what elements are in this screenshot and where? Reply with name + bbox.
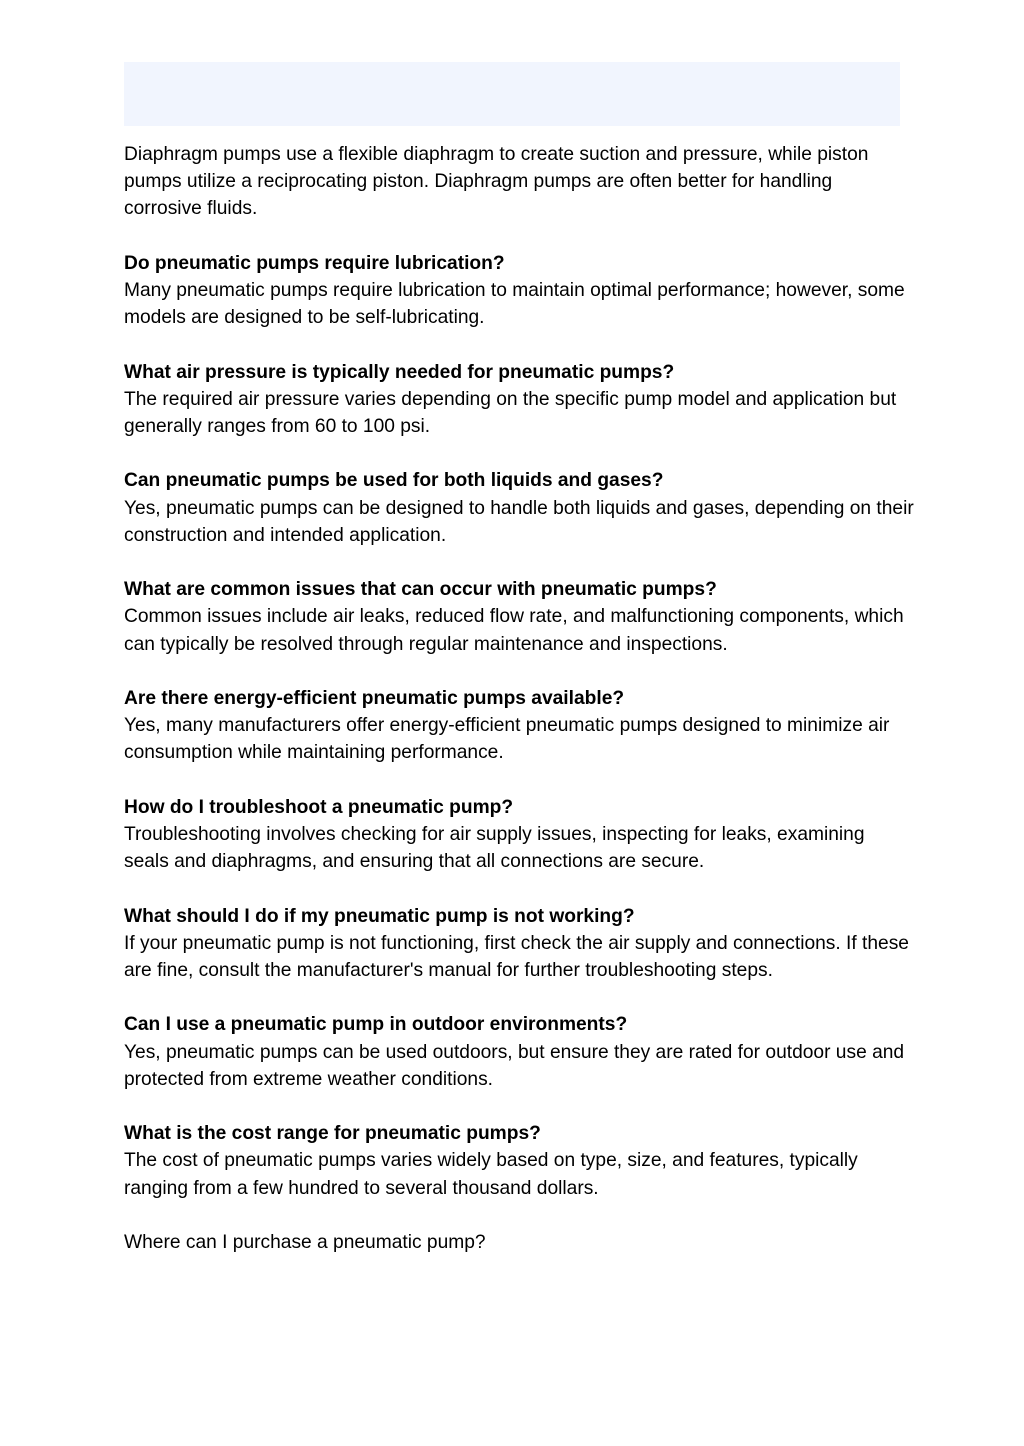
faq-question: Are there energy-efficient pneumatic pumps available? bbox=[124, 687, 625, 709]
faq-item bbox=[124, 250, 914, 332]
faq-item bbox=[124, 903, 914, 985]
faq-item bbox=[124, 1011, 914, 1093]
faq-answer: The cost of pneumatic pumps varies widely based on type, size, and features, typically ranging from a few hundred to several thousand dollars. bbox=[124, 1150, 858, 1199]
intro-paragraph bbox=[124, 141, 914, 223]
faq-item bbox=[124, 359, 914, 441]
header-band bbox=[124, 62, 900, 126]
faq-answer: The required air pressure varies depending on the specific pump model and application but generally ranges from 60 to 100 psi. bbox=[124, 388, 897, 437]
faq-item bbox=[124, 1120, 914, 1202]
faq-answer: Yes, pneumatic pumps can be used outdoors, but ensure they are rated for outdoor use and protected from extreme weather conditions. bbox=[124, 1041, 905, 1090]
faq-answer: If your pneumatic pump is not functioning, first check the air supply and connections. If these are fine, consult the manufacturer's manual for further troubleshooting steps. bbox=[124, 932, 909, 981]
faq-question: What is the cost range for pneumatic pumps? bbox=[124, 1123, 541, 1145]
faq-item bbox=[124, 576, 914, 658]
document-content bbox=[124, 141, 914, 1283]
faq-question: Can I use a pneumatic pump in outdoor environments? bbox=[124, 1014, 628, 1036]
faq-answer: Yes, many manufacturers offer energy-efficient pneumatic pumps designed to minimize air consumption while maintaining performance. bbox=[124, 715, 890, 764]
faq-answer: Many pneumatic pumps require lubrication to maintain optimal performance; however, some models are designed to be self-lubricating. bbox=[124, 280, 905, 329]
faq-question: What should I do if my pneumatic pump is not working? bbox=[124, 905, 635, 927]
faq-answer: Yes, pneumatic pumps can be designed to handle both liquids and gases, depending on their construction and intended application. bbox=[124, 497, 914, 546]
faq-item bbox=[124, 467, 914, 549]
faq-question: What are common issues that can occur with pneumatic pumps? bbox=[124, 579, 717, 601]
faq-answer: Common issues include air leaks, reduced flow rate, and malfunctioning components, which can typically be resolved through regular maintenance and inspections. bbox=[124, 606, 904, 655]
faq-question: Do pneumatic pumps require lubrication? bbox=[124, 252, 505, 274]
closing-text: Where can I purchase a pneumatic pump? bbox=[124, 1231, 486, 1253]
faq-question: What air pressure is typically needed for pneumatic pumps? bbox=[124, 361, 675, 383]
faq-item bbox=[124, 685, 914, 767]
faq-question: How do I troubleshoot a pneumatic pump? bbox=[124, 796, 514, 818]
faq-answer: Troubleshooting involves checking for air supply issues, inspecting for leaks, examining seals and diaphragms, and ensuring that all connections are secure. bbox=[124, 823, 865, 873]
intro-text: Diaphragm pumps use a flexible diaphragm to create suction and pressure, while piston pumps utilize a reciprocating piston. Diaphragm pumps are often better for handling corrosive fluids. bbox=[124, 144, 869, 220]
faq-item bbox=[124, 794, 914, 876]
faq-question: Can pneumatic pumps be used for both liquids and gases? bbox=[124, 470, 664, 492]
closing-paragraph bbox=[124, 1229, 914, 1256]
